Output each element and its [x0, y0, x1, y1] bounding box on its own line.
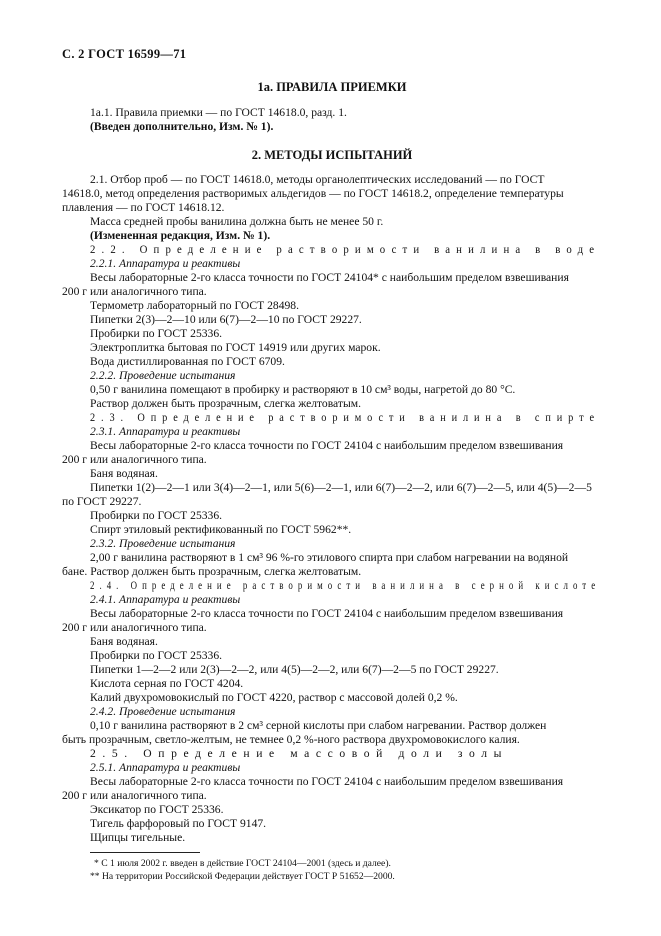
- page-header: С. 2 ГОСТ 16599—71: [62, 47, 187, 61]
- footnote-1: * С 1 июля 2002 г. введен в действие ГОСТ 24104—2001 (здесь и далее).: [94, 858, 391, 869]
- text-line: Кислота серная по ГОСТ 4204.: [90, 677, 244, 690]
- section-2-title: 2. МЕТОДЫ ИСПЫТАНИЙ: [251, 148, 413, 162]
- text-line: Электроплитка бытовая по ГОСТ 14919 или других марок.: [90, 341, 381, 354]
- text-line: Пипетки 1—2—2 или 2(3)—2—2, или 4(5)—2—2, или 6(7)—2—5 по ГОСТ 29227.: [90, 663, 499, 676]
- subsection-heading: 2.3. Определение растворимости ванилина в спирте: [90, 411, 600, 424]
- text-line: Баня водяная.: [90, 467, 158, 480]
- subsection-heading: 2.4.2. Проведение испытания: [90, 705, 236, 718]
- text-line: Весы лабораторные 2-го класса точности по ГОСТ 24104 с наибольшим пределом взвешивания: [90, 607, 564, 620]
- text-line: быть прозрачным, светло-желтым, не темнее 0,2 %-ного раствора двухромовокислого калия.: [62, 733, 520, 746]
- subsection-heading: 2.3.2. Проведение испытания: [90, 537, 236, 550]
- subsection-heading: 2.2.1. Аппаратура и реактивы: [90, 257, 241, 270]
- text-line: Термометр лабораторный по ГОСТ 28498.: [90, 299, 300, 312]
- text-line: Щипцы тигельные.: [90, 831, 186, 844]
- text-line: Пипетки 2(3)—2—10 или 6(7)—2—10 по ГОСТ 29227.: [90, 313, 362, 326]
- text-line: 2,00 г ванилина растворяют в 1 см³ 96 %-го этилового спирта при слабом нагревании на водяной: [90, 551, 569, 564]
- text-line: Тигель фарфоровый по ГОСТ 9147.: [90, 817, 267, 830]
- subsection-heading: 2.2.2. Проведение испытания: [90, 369, 236, 382]
- text-line: Весы лабораторные 2-го класса точности по ГОСТ 24104* с наибольшим пределом взвешивания: [90, 271, 569, 284]
- amendment-note: (Введен дополнительно, Изм. № 1).: [90, 120, 274, 133]
- text-line: Весы лабораторные 2-го класса точности по ГОСТ 24104 с наибольшим пределом взвешивания: [90, 775, 564, 788]
- text-line: Эксикатор по ГОСТ 25336.: [90, 803, 224, 816]
- text-line: Пипетки 1(2)—2—1 или 3(4)—2—1, или 5(6)—2—1, или 6(7)—2—2, или 6(7)—2—5, или 4(5)—2—5: [90, 481, 592, 494]
- footnote-2: ** На территории Российской Федерации действует ГОСТ Р 51652—2000.: [90, 871, 395, 882]
- subsection-heading: 2.3.1. Аппаратура и реактивы: [90, 425, 241, 438]
- text-line: 200 г или аналогичного типа.: [62, 453, 207, 466]
- subsection-heading: 2.5.1. Аппаратура и реактивы: [90, 761, 241, 774]
- text-line: бане. Раствор должен быть прозрачным, слегка желтоватым.: [62, 565, 362, 578]
- text-line: Весы лабораторные 2-го класса точности по ГОСТ 24104 с наибольшим пределом взвешивания: [90, 439, 564, 452]
- text-line: 14618.0, метод определения растворимых альдегидов — по ГОСТ 14618.2, определение температуры: [62, 187, 564, 200]
- text-line: по ГОСТ 29227.: [62, 495, 142, 508]
- footnote-divider: [90, 852, 200, 853]
- text-line: плавления — по ГОСТ 14618.12.: [62, 201, 225, 214]
- section-1-title: 1а. ПРАВИЛА ПРИЕМКИ: [257, 80, 407, 94]
- text-line: 0,50 г ванилина помещают в пробирку и растворяют в 10 см³ воды, нагретой до 80 °С.: [90, 383, 516, 396]
- subsection-heading: 2.2. Определение растворимости ванилина в воде: [90, 243, 601, 256]
- text-line: 200 г или аналогичного типа.: [62, 621, 207, 634]
- text-line: Пробирки по ГОСТ 25336.: [90, 649, 223, 662]
- text-line: Пробирки по ГОСТ 25336.: [90, 327, 223, 340]
- text-line: Спирт этиловый ректификованный по ГОСТ 5962**.: [90, 523, 352, 536]
- text-line: 0,10 г ванилина растворяют в 2 см³ серной кислоты при слабом нагревании. Раствор должен: [90, 719, 547, 732]
- text-line: Баня водяная.: [90, 635, 158, 648]
- text-line: Калий двухромовокислый по ГОСТ 4220, раствор с массовой долей 0,2 %.: [90, 691, 458, 704]
- text-line: 200 г или аналогичного типа.: [62, 285, 207, 298]
- text-line: Вода дистиллированная по ГОСТ 6709.: [90, 355, 285, 368]
- text-line: 200 г или аналогичного типа.: [62, 789, 207, 802]
- text-line: Раствор должен быть прозрачным, слегка желтоватым.: [90, 397, 361, 410]
- amendment-note: (Измененная редакция, Изм. № 1).: [90, 229, 271, 242]
- text-line: 2.1. Отбор проб — по ГОСТ 14618.0, методы органолептических исследований — по ГОСТ: [90, 173, 545, 186]
- text-line: Пробирки по ГОСТ 25336.: [90, 509, 223, 522]
- subsection-heading: 2.4. Определение растворимости ванилина в серной кислоте: [90, 579, 601, 592]
- clause-1a-1: 1а.1. Правила приемки — по ГОСТ 14618.0, разд. 1.: [90, 106, 347, 119]
- text-line: Масса средней пробы ванилина должна быть не менее 50 г.: [90, 215, 384, 228]
- subsection-heading: 2.4.1. Аппаратура и реактивы: [90, 593, 241, 606]
- subsection-heading: 2.5. Определение массовой доли золы: [90, 747, 509, 760]
